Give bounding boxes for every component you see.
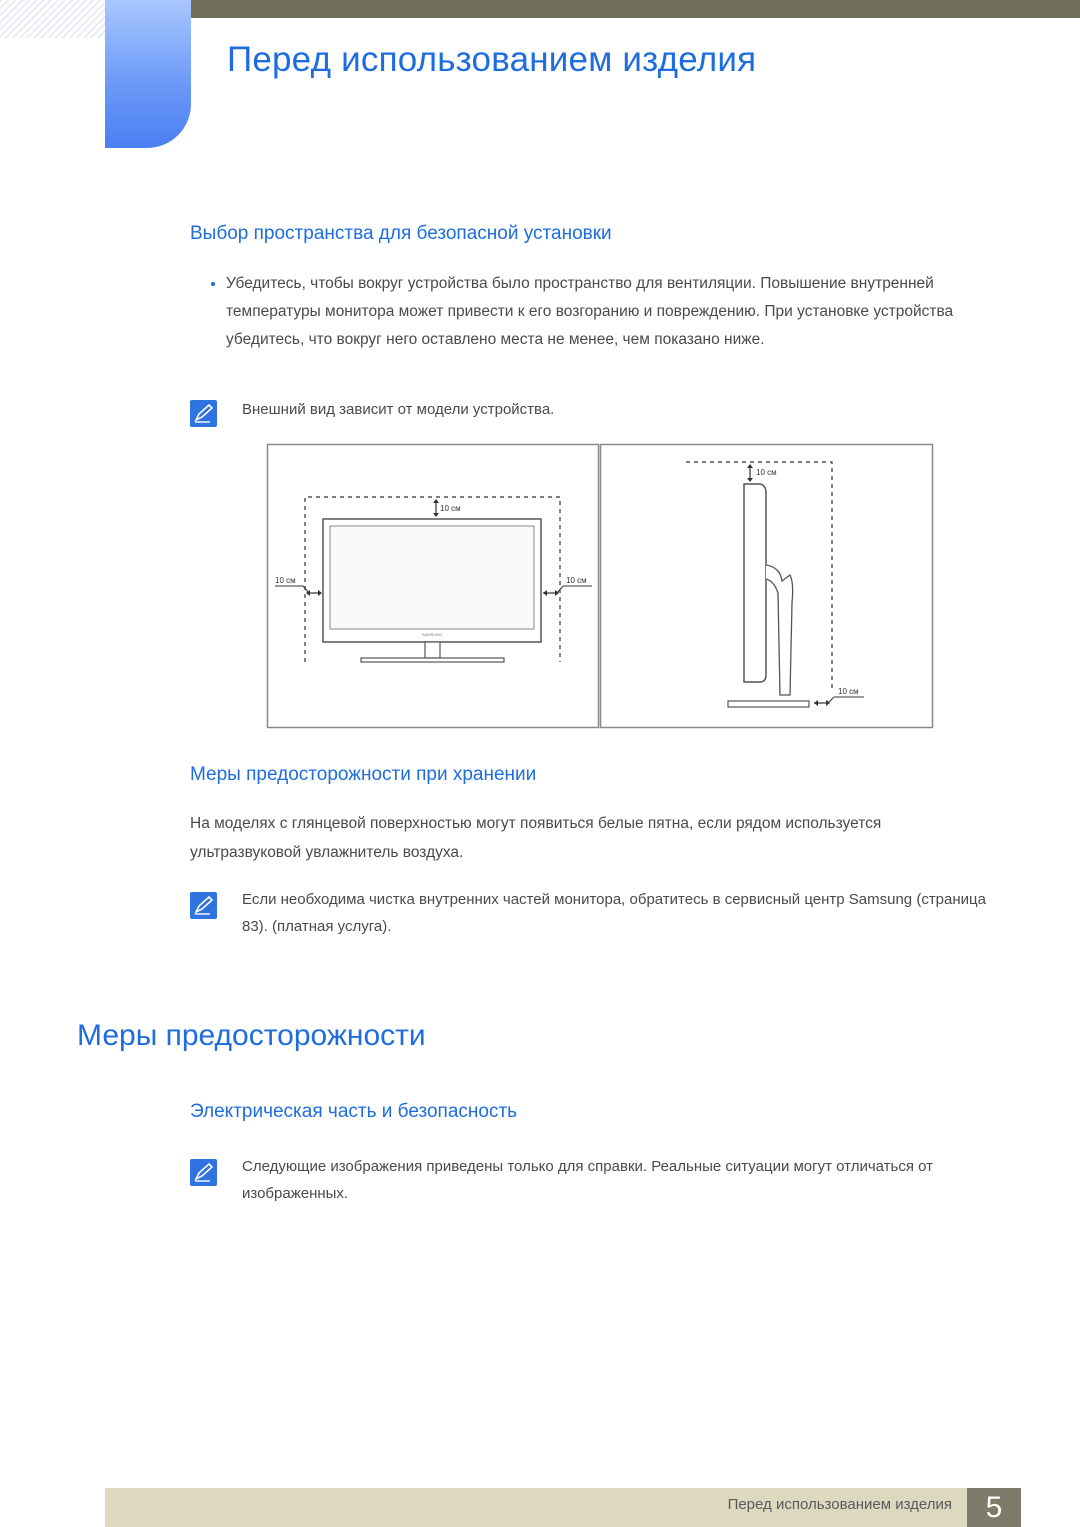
bullet-icon — [211, 282, 215, 286]
monitor-side-icon — [744, 484, 766, 682]
chapter-title: Перед использованием изделия — [227, 40, 757, 79]
page-number: 5 — [967, 1488, 1021, 1527]
side-view-panel — [601, 445, 933, 728]
storage-paragraph: На моделях с глянцевой поверхностью могут появиться белые пятна, если рядом используется ультразвуковой увлажнитель воздуха. — [190, 815, 882, 861]
dim-label-top: 10 см — [440, 504, 461, 513]
header-bar — [190, 0, 1080, 18]
footer-chapter-title: Перед использованием изделия — [727, 1496, 952, 1513]
section-heading-electrical: Электрическая часть и безопасность — [190, 1101, 518, 1122]
section-heading-storage: Меры предосторожности при хранении — [190, 764, 537, 785]
dim-label-left: 10 см — [275, 576, 296, 585]
note-reference: Следующие изображения приведены только для справки. Реальные ситуации могут отличаться от изображенных. — [242, 1158, 934, 1202]
chapter-tab — [105, 0, 191, 148]
note-icon — [190, 1159, 217, 1186]
section-heading-space: Выбор пространства для безопасной установки — [190, 223, 612, 244]
note-icon — [190, 400, 217, 427]
dim-label-side-top: 10 см — [756, 468, 777, 477]
front-view-panel — [268, 445, 599, 728]
section-title-precautions: Меры предосторожности — [77, 1019, 426, 1052]
header-hatch — [0, 0, 105, 38]
installation-space-figure — [266, 443, 934, 729]
note-appearance: Внешний вид зависит от модели устройства. — [242, 401, 555, 418]
dim-label-side-back: 10 см — [838, 687, 859, 696]
dim-label-right: 10 см — [566, 576, 587, 585]
note-service: Если необходима чистка внутренних частей монитора, обратитесь в сервисный центр Samsung (страница 83). (платная услуга). — [242, 891, 986, 935]
ventilation-bullet: Убедитесь, чтобы вокруг устройства было пространство для вентиляции. Повышение внутренней температуры монитора может привести к его возгоранию и повреждению. При установке устройства убедитесь, что вокруг него оставлено места не менее, чем показано ниже. — [226, 275, 954, 348]
note-icon — [190, 892, 217, 919]
brand-label: SAMSUNG — [421, 632, 443, 637]
